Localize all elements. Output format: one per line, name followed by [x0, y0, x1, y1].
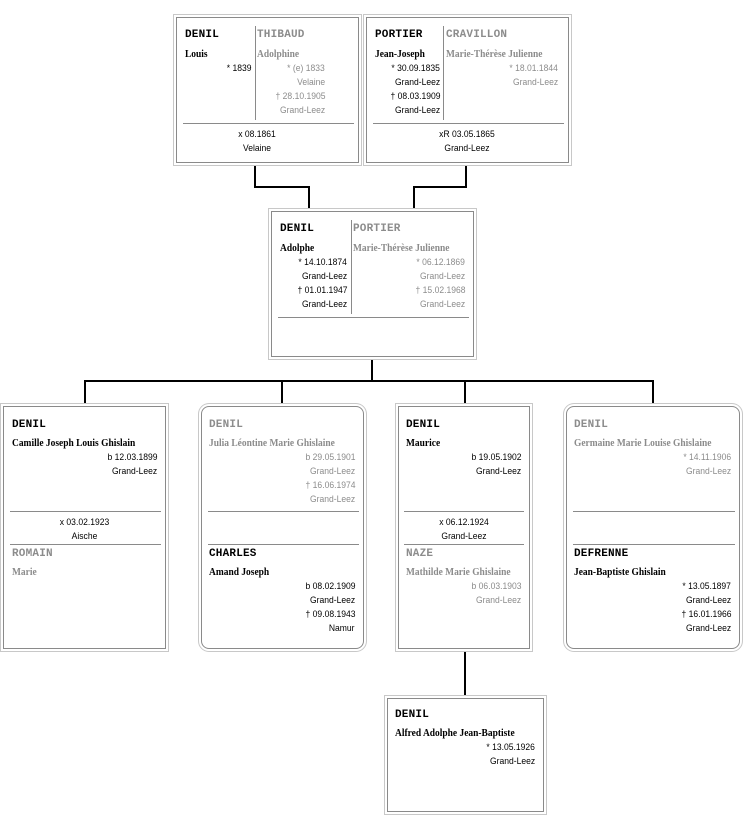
- wife-birth-date: * (e) 1833: [287, 63, 325, 74]
- spouse-death-date: † 16.01.1966: [681, 609, 731, 620]
- marriage-date: x 06.12.1924: [439, 517, 489, 528]
- person-birth-date: b 19.05.1902: [471, 452, 521, 463]
- wife-death-place: Grand-Leez: [279, 105, 325, 116]
- marriage-divider: [373, 123, 564, 124]
- marriage-place: Aische: [71, 531, 98, 542]
- spouse-death-place: Namur: [329, 623, 355, 634]
- spouse-divider: [10, 544, 161, 545]
- wife-surname: THIBAUD: [257, 29, 305, 41]
- spouse-death-date: † 09.08.1943: [305, 609, 355, 620]
- marriage-place: Velaine: [242, 143, 272, 154]
- person-given-name: Alfred Adolphe Jean-Baptiste: [395, 727, 515, 739]
- spouse-birth-place: Grand-Leez: [685, 595, 731, 606]
- husband-surname: DENIL: [185, 29, 220, 41]
- person-birth-place: Grand-Leez: [475, 466, 521, 477]
- wife-given-name: Adolphine: [257, 48, 300, 60]
- wife-given-name: Marie-Thérèse Julienne: [446, 48, 543, 60]
- connector-line: [84, 380, 86, 406]
- person-given-name: Germaine Marie Louise Ghislaine: [574, 437, 712, 449]
- connector-line: [254, 164, 256, 188]
- husband-surname: PORTIER: [375, 29, 423, 41]
- connector-line: [413, 186, 467, 188]
- marriage-place: Grand-Leez: [441, 531, 487, 542]
- person-birth-date: b 12.03.1899: [107, 452, 157, 463]
- spouse-given-name: Marie: [12, 566, 37, 578]
- person-given-name: Julia Léontine Marie Ghislaine: [209, 437, 335, 449]
- person-birth-date: * 13.05.1926: [486, 742, 535, 753]
- connector-line: [84, 380, 654, 382]
- connector-line: [254, 186, 310, 188]
- connector-line: [465, 164, 467, 188]
- husband-given-name: Adolphe: [280, 242, 315, 254]
- husband-birth: * 1839: [226, 63, 251, 74]
- connector-line: [371, 358, 373, 382]
- spouse-given-name: Jean-Baptiste Ghislain: [574, 566, 666, 578]
- husband-birth-place: Grand-Leez: [394, 77, 440, 88]
- spouse-birth-place: Grand-Leez: [475, 595, 521, 606]
- family-card-child-4[interactable]: [566, 406, 740, 649]
- person-birth-place: Grand-Leez: [111, 466, 157, 477]
- spouse-surname: DEFRENNE: [574, 548, 629, 560]
- husband-birth-date: * 30.09.1835: [391, 63, 440, 74]
- marriage-divider: [404, 511, 524, 512]
- marriage-divider: [573, 511, 735, 512]
- husband-given-name: Louis: [185, 48, 208, 60]
- person-surname: DENIL: [574, 419, 609, 431]
- spouse-death-place: Grand-Leez: [685, 623, 731, 634]
- connector-line: [308, 186, 310, 212]
- connector-line: [464, 380, 466, 406]
- person-birth-date: b 29.05.1901: [305, 452, 355, 463]
- person-surname: DENIL: [12, 419, 47, 431]
- wife-birth-place: Velaine: [296, 77, 325, 88]
- marriage-date: xR 03.05.1865: [439, 129, 495, 140]
- connector-line: [652, 380, 654, 406]
- husband-surname: DENIL: [280, 223, 315, 235]
- marriage-divider: [278, 317, 469, 318]
- spouse-surname: NAZE: [406, 548, 434, 560]
- marriage-date: x 08.1861: [238, 129, 276, 140]
- spouse-birth-date: * 13.05.1897: [682, 581, 731, 592]
- wife-birth-date: * 06.12.1869: [416, 257, 465, 268]
- marriage-divider: [183, 123, 354, 124]
- column-divider: [351, 220, 352, 314]
- family-card-paternal-grandparents[interactable]: [176, 17, 359, 163]
- person-birth-place: Grand-Leez: [685, 466, 731, 477]
- person-given-name: Camille Joseph Louis Ghislain: [12, 437, 136, 449]
- wife-surname: CRAVILLON: [446, 29, 508, 41]
- husband-given-name: Jean-Joseph: [375, 48, 425, 60]
- wife-birth: * 18.01.1844: [509, 63, 558, 74]
- person-death-place: Grand-Leez: [309, 494, 355, 505]
- person-given-name: Maurice: [406, 437, 441, 449]
- spouse-surname: CHARLES: [209, 548, 257, 560]
- person-birth-date: * 14.11.1906: [683, 452, 731, 463]
- husband-death-date: † 08.03.1909: [390, 91, 440, 102]
- spouse-divider: [404, 544, 524, 545]
- wife-surname: PORTIER: [353, 223, 401, 235]
- husband-birth-place: Grand-Leez: [301, 271, 347, 282]
- wife-birth-place: Grand-Leez: [419, 271, 465, 282]
- wife-death-date: † 28.10.1905: [275, 91, 325, 102]
- husband-death-place: Grand-Leez: [301, 299, 347, 310]
- family-card-child-2[interactable]: [201, 406, 364, 649]
- marriage-divider: [208, 511, 359, 512]
- spouse-birth-date: b 08.02.1909: [305, 581, 355, 592]
- marriage-place: Grand-Leez: [444, 143, 490, 154]
- person-surname: DENIL: [395, 709, 430, 721]
- marriage-date: x 03.02.1923: [59, 517, 110, 528]
- column-divider: [443, 26, 444, 120]
- wife-birth-place: Grand-Leez: [512, 77, 558, 88]
- person-death-date: † 16.06.1974: [305, 480, 355, 491]
- spouse-divider: [573, 544, 735, 545]
- family-card-child-1[interactable]: [3, 406, 166, 649]
- husband-death-date: † 01.01.1947: [297, 285, 347, 296]
- spouse-given-name: Amand Joseph: [209, 566, 270, 578]
- connector-line: [413, 186, 415, 212]
- spouse-given-name: Mathilde Marie Ghislaine: [406, 566, 511, 578]
- person-birth-place: Grand-Leez: [309, 466, 355, 477]
- wife-death-place: Grand-Leez: [419, 299, 465, 310]
- spouse-divider: [208, 544, 359, 545]
- person-surname: DENIL: [406, 419, 441, 431]
- spouse-birth-place: Grand-Leez: [309, 595, 355, 606]
- spouse-birth-date: b 06.03.1903: [471, 581, 521, 592]
- person-birth-place: Grand-Leez: [489, 756, 535, 767]
- connector-line: [464, 650, 466, 696]
- husband-birth-date: * 14.10.1874: [298, 257, 347, 268]
- column-divider: [255, 26, 256, 120]
- person-surname: DENIL: [209, 419, 244, 431]
- family-card-child-3[interactable]: [398, 406, 530, 649]
- wife-given-name: Marie-Thérèse Julienne: [353, 242, 450, 254]
- wife-death-date: † 15.02.1968: [415, 285, 465, 296]
- marriage-divider: [10, 511, 161, 512]
- spouse-surname: ROMAIN: [12, 548, 53, 560]
- connector-line: [281, 380, 283, 406]
- family-card-maternal-grandparents[interactable]: [366, 17, 569, 163]
- person-card-grandchild[interactable]: [387, 698, 544, 812]
- family-card-parents[interactable]: [271, 211, 474, 357]
- husband-death-place: Grand-Leez: [394, 105, 440, 116]
